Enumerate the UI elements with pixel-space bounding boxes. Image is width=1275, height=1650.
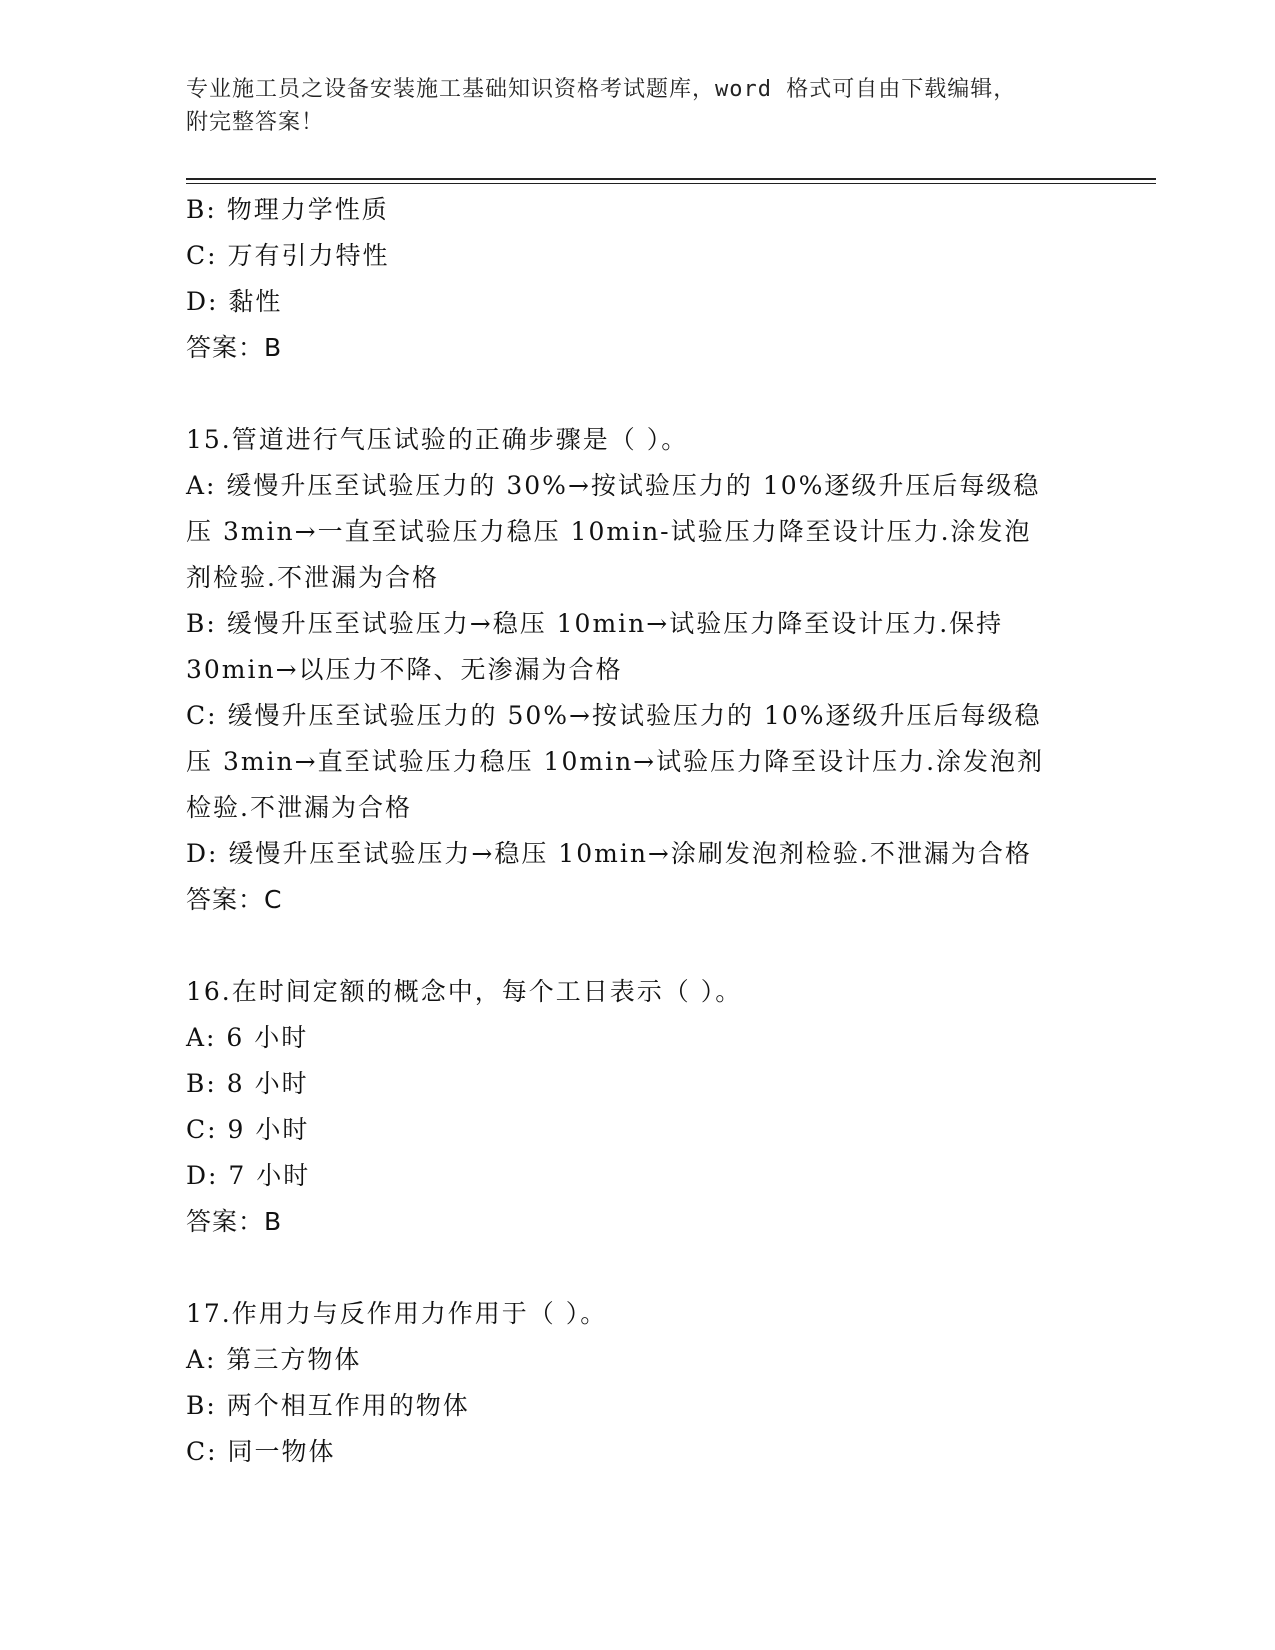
- header-line-1: 专业施工员之设备安装施工基础知识资格考试题库，word 格式可自由下载编辑，: [186, 77, 1017, 102]
- document-body: [186, 187, 1086, 1475]
- q15-question: 15.管道进行气压试验的正确步骤是（ ）。: [186, 425, 689, 454]
- q15-option-d: D: 缓慢升压至试验压力→稳压 10min→涂刷发泡剂检验.不泄漏为合格: [186, 839, 1032, 868]
- question-16: [186, 969, 1086, 1245]
- question-15: [186, 417, 1086, 923]
- header-divider-thick: [186, 178, 1156, 180]
- q15-option-b-line-2: 30min→以压力不降、无渗漏为合格: [186, 655, 623, 684]
- q17-option-b: B: 两个相互作用的物体: [186, 1391, 470, 1420]
- spacer: [186, 1245, 1086, 1291]
- q15-option-a-line-1: A: 缓慢升压至试验压力的 30%→按试验压力的 10%逐级升压后每级稳: [186, 471, 1041, 500]
- spacer: [186, 923, 1086, 969]
- q17-option-c: C: 同一物体: [186, 1437, 336, 1466]
- q14-answer: 答案：B: [186, 333, 283, 362]
- spacer: [186, 371, 1086, 417]
- q16-option-d: D: 7 小时: [186, 1161, 311, 1190]
- question-17: [186, 1291, 1086, 1475]
- question-14-tail: [186, 187, 1086, 371]
- q16-question: 16.在时间定额的概念中，每个工日表示（ ）。: [186, 977, 743, 1006]
- q14-option-d: D: 黏性: [186, 287, 283, 316]
- q17-question: 17.作用力与反作用力作用于（ ）。: [186, 1299, 608, 1328]
- q16-option-b: B: 8 小时: [186, 1069, 309, 1098]
- header-line-2: 附完整答案！: [186, 110, 325, 135]
- q14-option-c: C: 万有引力特性: [186, 241, 390, 270]
- q15-option-c-line-1: C: 缓慢升压至试验压力的 50%→按试验压力的 10%逐级升压后每级稳: [186, 701, 1042, 730]
- q17-option-a: A: 第三方物体: [186, 1345, 362, 1374]
- q15-option-b-line-1: B: 缓慢升压至试验压力→稳压 10min→试验压力降至设计压力.保持: [186, 609, 1004, 638]
- q15-option-a-line-2: 压 3min→一直至试验压力稳压 10min-试验压力降至设计压力.涂发泡: [186, 517, 1032, 546]
- page-header: [186, 73, 1086, 139]
- q16-option-a: A: 6 小时: [186, 1023, 309, 1052]
- q15-option-a-line-3: 剂检验.不泄漏为合格: [186, 563, 439, 592]
- q15-option-c-line-3: 检验.不泄漏为合格: [186, 793, 412, 822]
- header-divider-thin: [186, 183, 1156, 184]
- q15-answer: 答案：C: [186, 885, 283, 914]
- q15-option-c-line-2: 压 3min→直至试验压力稳压 10min→试验压力降至设计压力.涂发泡剂: [186, 747, 1045, 776]
- q16-option-c: C: 9 小时: [186, 1115, 310, 1144]
- q16-answer: 答案：B: [186, 1207, 283, 1236]
- q14-option-b: B: 物理力学性质: [186, 195, 389, 224]
